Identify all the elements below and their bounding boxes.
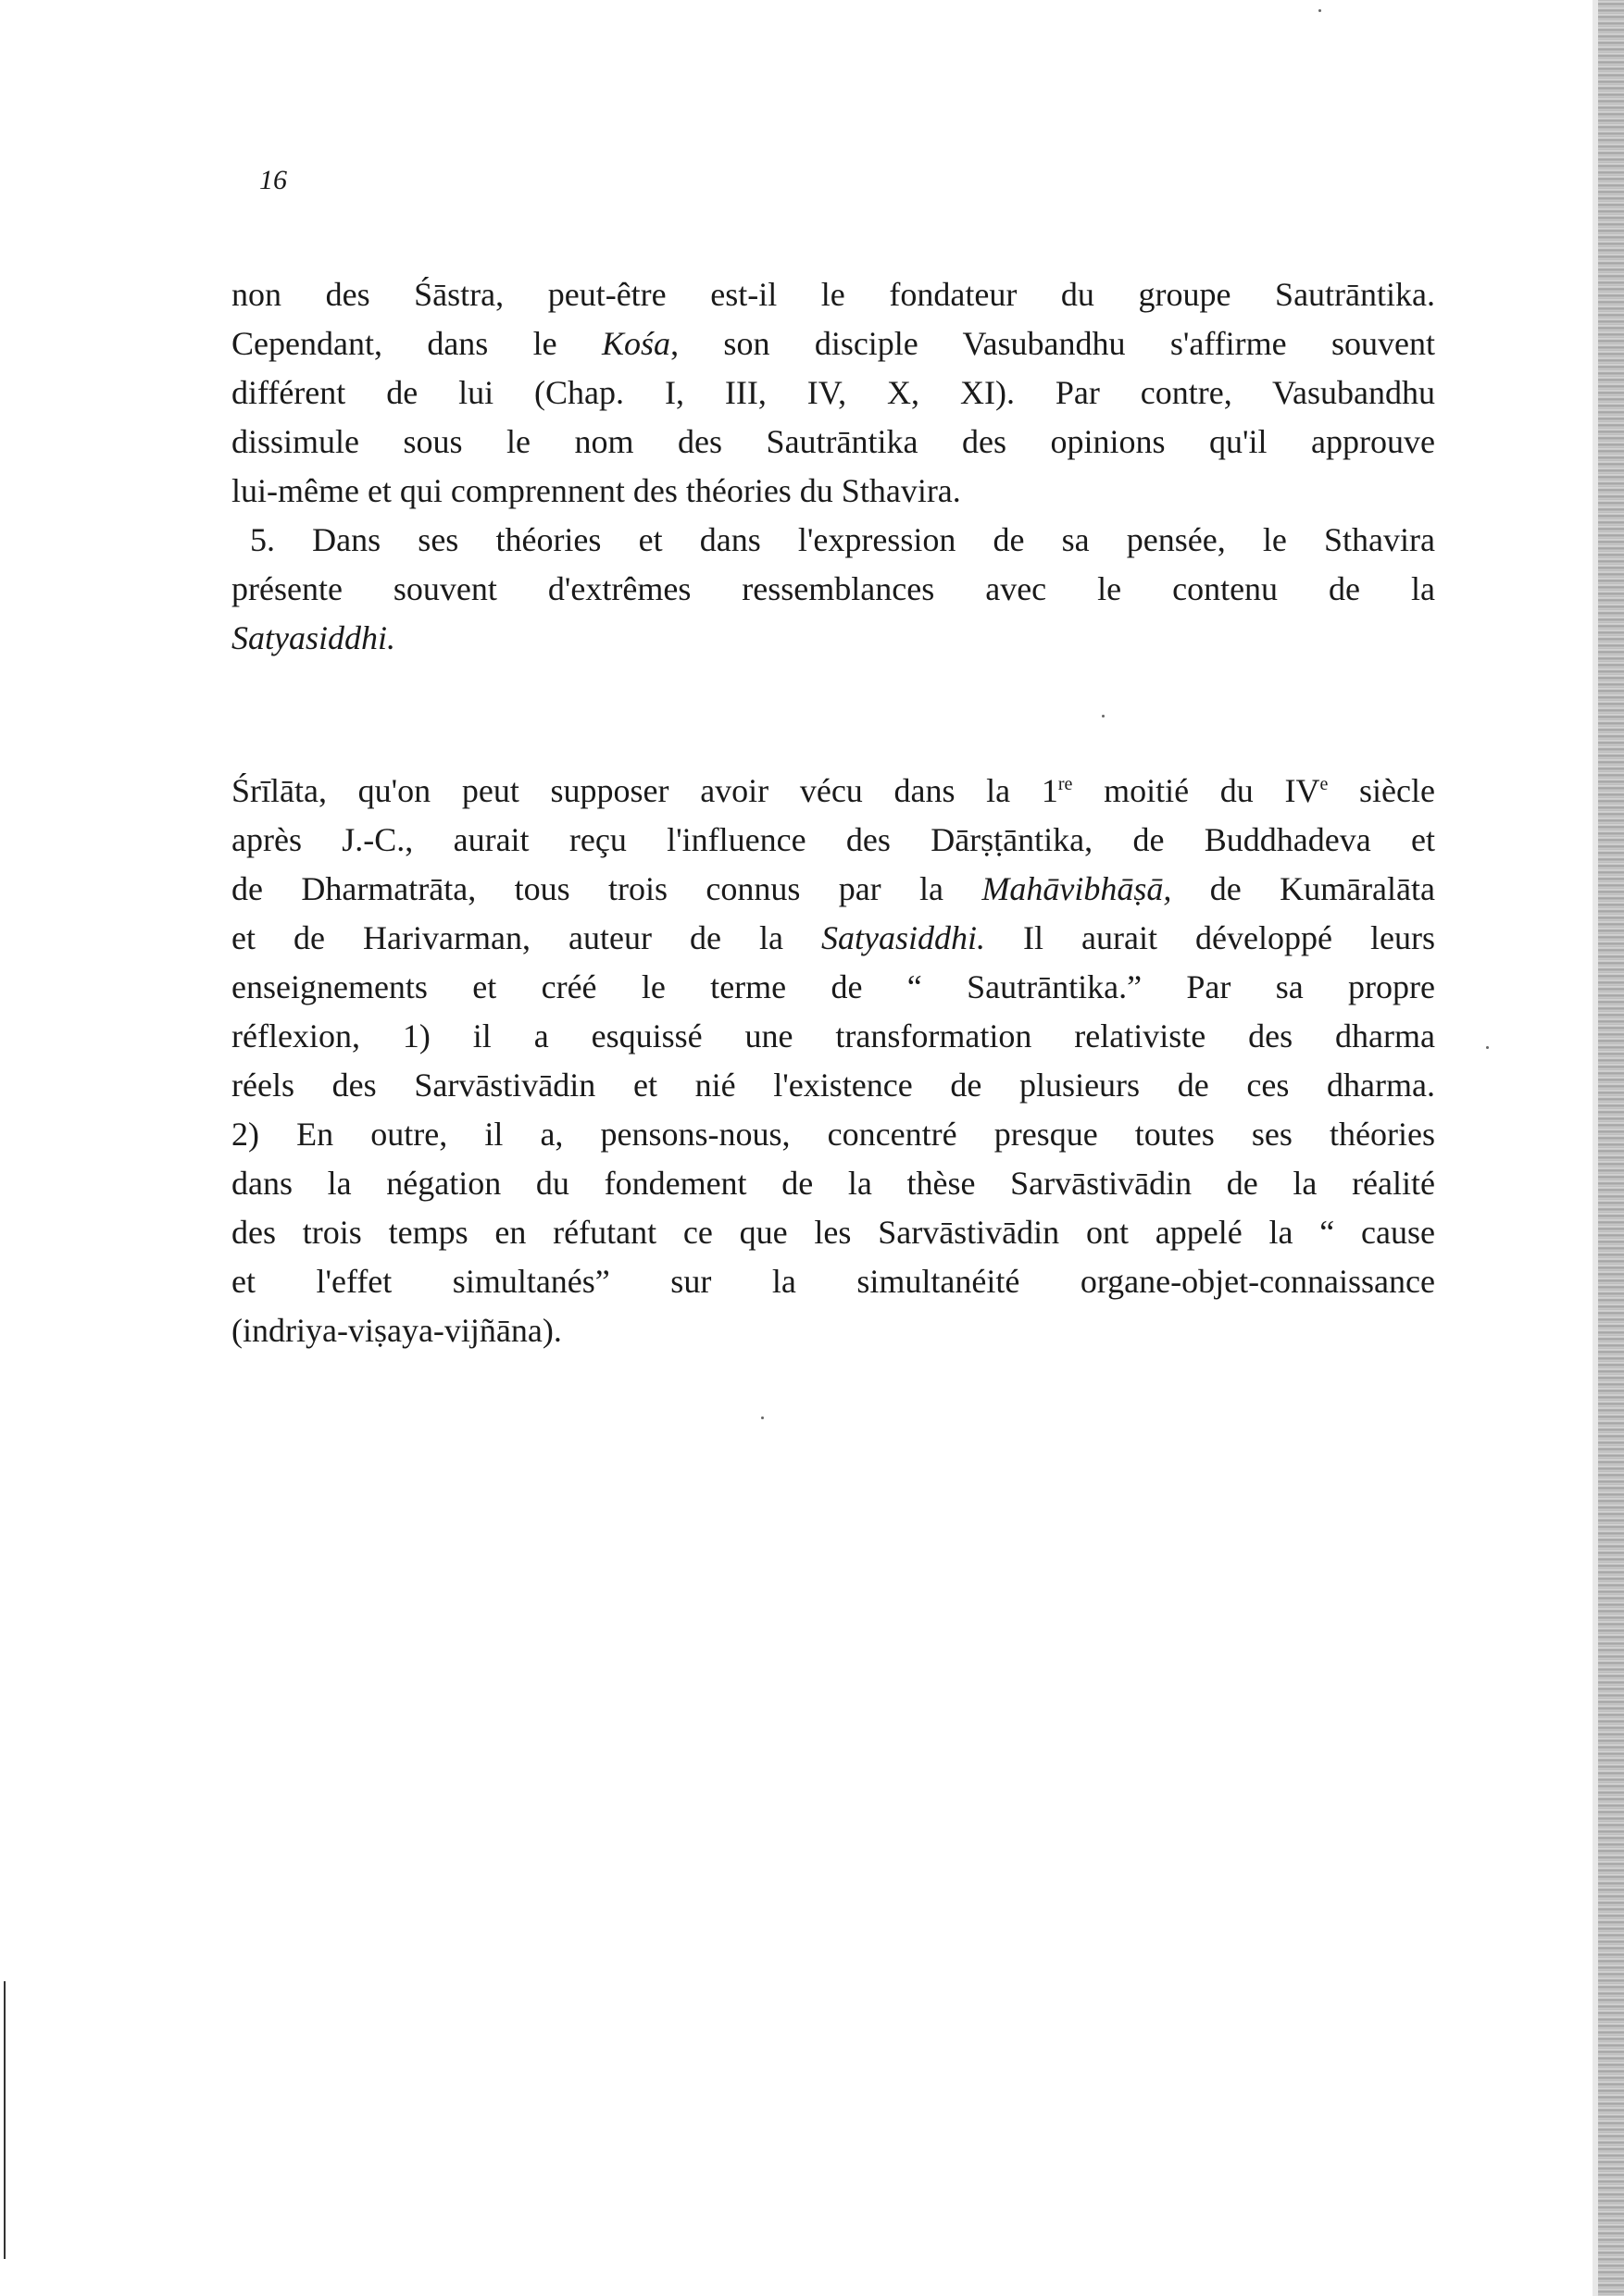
- italic-title: Satyasiddhi.: [821, 919, 985, 956]
- text-line: [231, 767, 1435, 816]
- text-segment: Il aurait développé leurs: [985, 919, 1435, 956]
- text-segment: moitié du IV: [1072, 772, 1320, 809]
- scan-speck: [761, 1416, 764, 1419]
- superscript: e: [1319, 774, 1329, 794]
- scan-speck: [1102, 715, 1105, 718]
- scan-binding-edge: [1598, 0, 1624, 2296]
- paragraph-srilata: [231, 767, 1435, 1355]
- text-line: des trois temps en réfutant ce que les Sarvāstivādin ont appelé la “ cause: [231, 1214, 1435, 1251]
- italic-title: Kośa: [602, 325, 671, 362]
- text-line: lui-même et qui comprennent des théories du Sthavira.: [231, 472, 961, 509]
- text-line: réflexion, 1) il a esquissé une transformation relativiste des dharma: [231, 1017, 1435, 1054]
- scan-speck: [1318, 9, 1321, 12]
- scan-speck: [1486, 1046, 1489, 1049]
- text-line: 2) En outre, il a, pensons-nous, concentré presque toutes ses théories: [231, 1116, 1435, 1153]
- italic-title: Satyasiddhi.: [231, 619, 395, 656]
- text-line: et l'effet simultanés” sur la simultanéité organe-objet-connaissance: [231, 1263, 1435, 1300]
- page-number: 16: [259, 165, 287, 195]
- text-segment: de Kumāralāta: [1171, 870, 1435, 907]
- text-line: (indriya-viṣaya-vijñāna).: [231, 1312, 562, 1349]
- text-line: enseignements et créé le terme de “ Sautrāntika.” Par sa propre: [231, 968, 1435, 1005]
- text-line: réels des Sarvāstivādin et nié l'existence de plusieurs de ces dharma.: [231, 1067, 1435, 1104]
- text-segment: et de Harivarman, auteur de la: [231, 919, 821, 956]
- text-line: dans la négation du fondement de la thèse Sarvāstivādin de la réalité: [231, 1165, 1435, 1202]
- text-line: non des Śāstra, peut-être est-il le fondateur du groupe Sautrāntika.: [231, 276, 1435, 313]
- text-line: [231, 865, 1435, 914]
- text-line: [231, 319, 1435, 368]
- text-segment: , son disciple Vasubandhu s'affirme souvent: [670, 325, 1435, 362]
- text-line: 5. Dans ses théories et dans l'expression de sa pensée, le Sthavira: [250, 521, 1435, 558]
- text-line: dissimule sous le nom des Sautrāntika des opinions qu'il approuve: [231, 423, 1435, 460]
- text-segment: Cependant, dans le: [231, 325, 603, 362]
- paragraph-continuation: [231, 270, 1435, 663]
- text-line: différent de lui (Chap. I, III, IV, X, XI). Par contre, Vasubandhu: [231, 374, 1435, 411]
- text-line: présente souvent d'extrêmes ressemblances avec le contenu de la: [231, 570, 1435, 607]
- text-line: après J.-C., aurait reçu l'influence des Dārṣṭāntika, de Buddhadeva et: [231, 821, 1435, 858]
- text-segment: siècle: [1328, 772, 1435, 809]
- superscript: re: [1057, 774, 1073, 794]
- scan-left-mark: [4, 1981, 6, 2259]
- text-segment: de Dharmatrāta, tous trois connus par la: [231, 870, 982, 907]
- text-line: [231, 614, 1435, 663]
- text-segment: Śrīlāta, qu'on peut supposer avoir vécu dans la 1: [231, 772, 1058, 809]
- italic-title: Mahāvibhāṣā,: [981, 870, 1172, 907]
- text-line: [231, 914, 1435, 963]
